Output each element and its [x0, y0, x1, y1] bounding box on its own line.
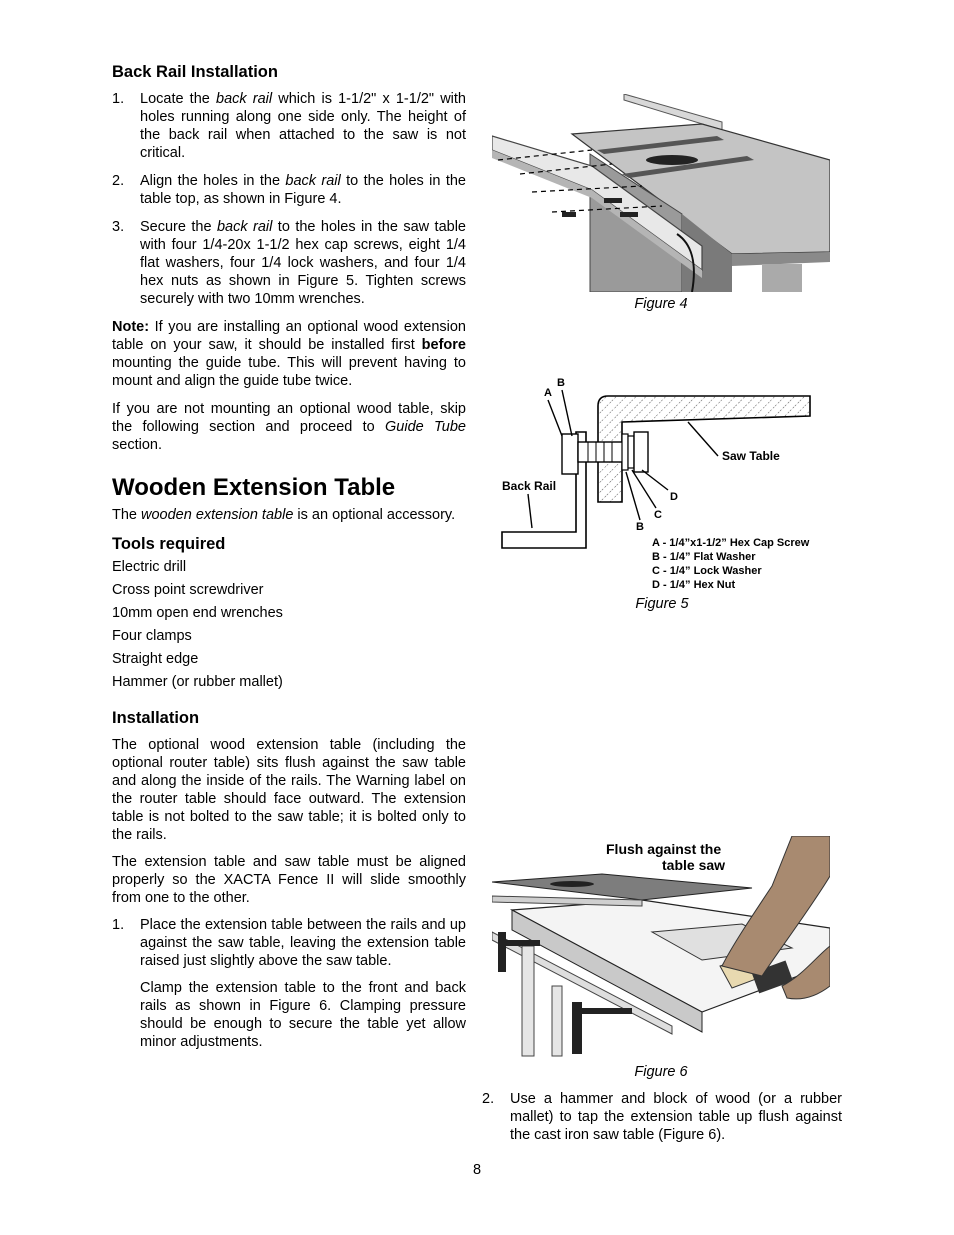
label-saw-table: Saw Table [722, 449, 780, 463]
tool-item: Straight edge [112, 651, 199, 667]
label-d: D [670, 491, 678, 503]
wooden-intro [112, 506, 466, 524]
figure-5-caption: Figure 5 [635, 596, 689, 612]
label-b: B [557, 377, 565, 389]
text: The [112, 507, 142, 523]
step-text: Use a hammer and block of wood (or a rubber mallet) to tap the extension table up flush against the cast iron saw table (Figure 6). [510, 1091, 842, 1143]
wooden-extension-heading: Wooden Extension Table [112, 474, 396, 501]
label-c: C [654, 509, 662, 521]
note-paragraph [112, 318, 466, 390]
step-number: 1. [112, 91, 125, 107]
text: Locate the [140, 91, 216, 107]
page-number: 8 [472, 1162, 482, 1178]
rail-bolt-diagram [492, 372, 832, 592]
legend-c: C - 1/4” Lock Washer [652, 565, 762, 577]
text: Secure the [140, 219, 217, 235]
left-column [112, 62, 466, 1051]
text-italic: Guide Tube [385, 419, 466, 435]
figure-4-image [492, 94, 830, 292]
text-italic: back rail [216, 91, 273, 107]
legend-b: B - 1/4” Flat Washer [652, 551, 756, 563]
text-italic: wooden extension table [141, 507, 294, 523]
installation-step-2 [482, 1090, 842, 1144]
installation-paragraph-1: The optional wood extension table (including the optional router table) sits flush against the saw table and along the inside of the rails. The Warning label on the router table should face outward. The extension table is not bolted to the saw table; it is bolted only to the rails. [112, 737, 466, 843]
note-label: Note: [112, 319, 150, 335]
tool-item: 10mm open end wrenches [112, 605, 283, 621]
tool-item: Electric drill [112, 559, 187, 575]
text: to the holes in the saw table with four 1/4-20x 1-1/2 hex cap screws, eight 1/4 flat washers, four 1/4 lock washers, and four 1/4 hex nuts as shown in Figure 5. Tighten screws securely with two 10mm wrenches. [140, 219, 466, 307]
tool-item: Cross point screwdriver [112, 582, 264, 598]
fig6-label-line1: Flush against the [606, 841, 722, 857]
fig6-label-line2: table saw [662, 857, 726, 873]
step-number: 3. [112, 219, 125, 235]
label-a: A [544, 387, 552, 399]
label-b-lower: B [636, 521, 644, 533]
tool-item: Hammer (or rubber mallet) [112, 674, 283, 690]
legend-d: D - 1/4” Hex Nut [652, 579, 736, 591]
text-italic: back rail [216, 219, 273, 235]
back-rail-step-2 [112, 172, 466, 208]
figure-4-caption: Figure 4 [634, 296, 688, 312]
figure-6-caption: Figure 6 [634, 1064, 688, 1080]
step-text: Place the extension table between the rails and up against the saw table, leaving the extension table raised just slightly above the saw table. [140, 917, 466, 969]
tools-heading: Tools required [112, 535, 226, 553]
legend-a: A - 1/4”x1-1/2” Hex Cap Screw [652, 537, 810, 549]
text: is an optional accessory. [293, 507, 456, 523]
text: section. [112, 437, 162, 453]
text: If you are not mounting an optional wood table, skip the following section and proceed to [112, 401, 466, 435]
back-rail-heading: Back Rail Installation [112, 63, 278, 81]
installation-step-1 [112, 916, 466, 970]
figure-6-image [492, 836, 830, 1060]
text: to the holes in the table top, as shown in Figure 4. [140, 173, 466, 207]
step-number: 2. [112, 173, 125, 189]
label-back-rail: Back Rail [502, 479, 557, 493]
text: which is 1-1/2" x 1-1/2" with holes running along one side only. The height of the back rail when attached to the saw is not critical. [140, 91, 466, 161]
text-bold: before [421, 337, 466, 353]
installation-step-1-continued [112, 979, 466, 1051]
extension-table-clamp-illustration [492, 836, 830, 1060]
saw-table-rail-illustration [492, 94, 830, 292]
installation-paragraph-2: The extension table and saw table must be aligned properly so the XACTA Fence II will slide smoothly from one to the other. [112, 854, 466, 906]
step-number: 2. [482, 1091, 495, 1107]
installation-heading: Installation [112, 709, 200, 727]
text: mounting the guide tube. This will prevent having to mount and align the guide tube twice. [112, 355, 466, 389]
text: Align the holes in the [140, 173, 286, 189]
skip-paragraph [112, 400, 466, 454]
back-rail-step-1 [112, 90, 466, 162]
back-rail-step-3 [112, 218, 466, 308]
text: If you are installing an optional wood extension table on your saw, it should be installed first [112, 319, 466, 353]
figure-5-diagram [492, 372, 832, 592]
step-number: 1. [112, 917, 125, 933]
tool-item: Four clamps [112, 628, 192, 644]
step-text: Clamp the extension table to the front and back rails as shown in Figure 6. Clamping pressure should be enough to secure the table yet allow minor adjustments. [140, 980, 466, 1050]
text-italic: back rail [285, 173, 341, 189]
